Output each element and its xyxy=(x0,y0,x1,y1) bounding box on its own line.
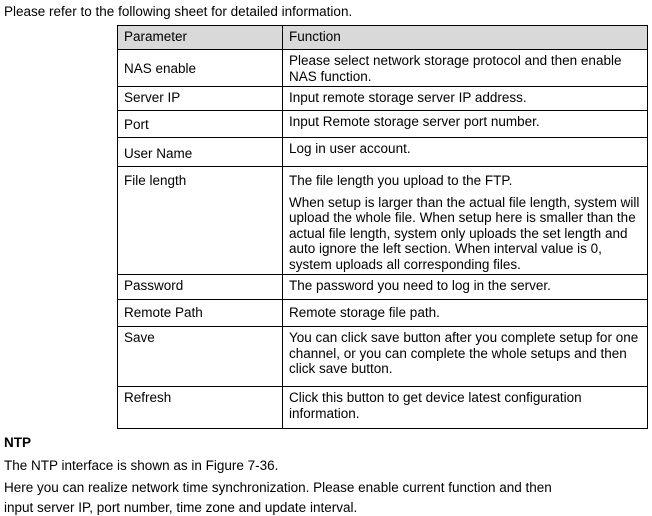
function-cell xyxy=(283,327,648,387)
table-row xyxy=(118,275,648,300)
function-text: When setup is larger than the actual file length, system will upload the whole file. When setup here is smaller than the actual file length, system only uploads the set length and auto ignore the left section. When interval value is 0, system uploads all corresponding files. xyxy=(289,194,640,272)
header-parameter: Parameter xyxy=(118,26,283,50)
ntp-text-line-1: The NTP interface is shown as in Figure 7-36. xyxy=(4,458,279,473)
param-cell xyxy=(118,138,283,167)
table-header-row xyxy=(118,26,648,50)
function-cell xyxy=(283,87,648,111)
function-text: The file length you upload to the FTP. xyxy=(289,173,513,188)
function-text: Please select network storage protocol and then enable NAS function. xyxy=(289,53,622,84)
param-cell xyxy=(118,167,283,275)
param-cell xyxy=(118,300,283,327)
param-port: Port xyxy=(124,117,149,132)
param-save: Save xyxy=(124,330,155,345)
function-cell xyxy=(283,387,648,429)
function-cell xyxy=(283,167,648,275)
function-cell xyxy=(283,138,648,167)
table-row xyxy=(118,87,648,111)
param-cell xyxy=(118,275,283,300)
function-text: You can click save button after you complete setup for one channel, or you can complete the whole setups and then click save button. xyxy=(289,330,639,376)
function-text: Input remote storage server IP address. xyxy=(289,90,527,105)
function-text: Input Remote storage server port number. xyxy=(289,114,540,129)
parameter-table xyxy=(117,25,648,429)
param-password: Password xyxy=(124,278,184,293)
function-text: Remote storage file path. xyxy=(289,305,440,320)
function-cell xyxy=(283,275,648,300)
param-cell xyxy=(118,87,283,111)
ntp-text-line-3: input server IP, port number, time zone and update interval. xyxy=(4,500,358,515)
table-row xyxy=(118,300,648,327)
param-cell xyxy=(118,387,283,429)
ntp-text-line-2: Here you can realize network time synchronization. Please enable current function and then xyxy=(4,480,552,495)
param-server-ip: Server IP xyxy=(124,90,181,105)
table-row xyxy=(118,327,648,387)
table-row xyxy=(118,138,648,167)
function-cell xyxy=(283,111,648,138)
param-cell xyxy=(118,327,283,387)
param-file-length: File length xyxy=(124,173,187,188)
header-function: Function xyxy=(283,26,648,50)
function-cell xyxy=(283,50,648,87)
param-refresh: Refresh xyxy=(124,390,172,405)
param-remote-path: Remote Path xyxy=(124,305,203,320)
function-cell xyxy=(283,300,648,327)
param-nas-enable: NAS enable xyxy=(124,61,197,76)
table-row xyxy=(118,387,648,429)
param-cell xyxy=(118,111,283,138)
table-row xyxy=(118,111,648,138)
function-text: Click this button to get device latest configuration information. xyxy=(289,390,582,421)
table-row xyxy=(118,167,648,275)
function-text: Log in user account. xyxy=(289,141,411,156)
table-row xyxy=(118,50,648,87)
param-cell xyxy=(118,50,283,87)
intro-text: Please refer to the following sheet for detailed information. xyxy=(4,4,353,19)
section-heading-ntp: NTP xyxy=(4,435,31,450)
param-user-name: User Name xyxy=(124,146,193,161)
function-text: The password you need to log in the server. xyxy=(289,278,551,293)
